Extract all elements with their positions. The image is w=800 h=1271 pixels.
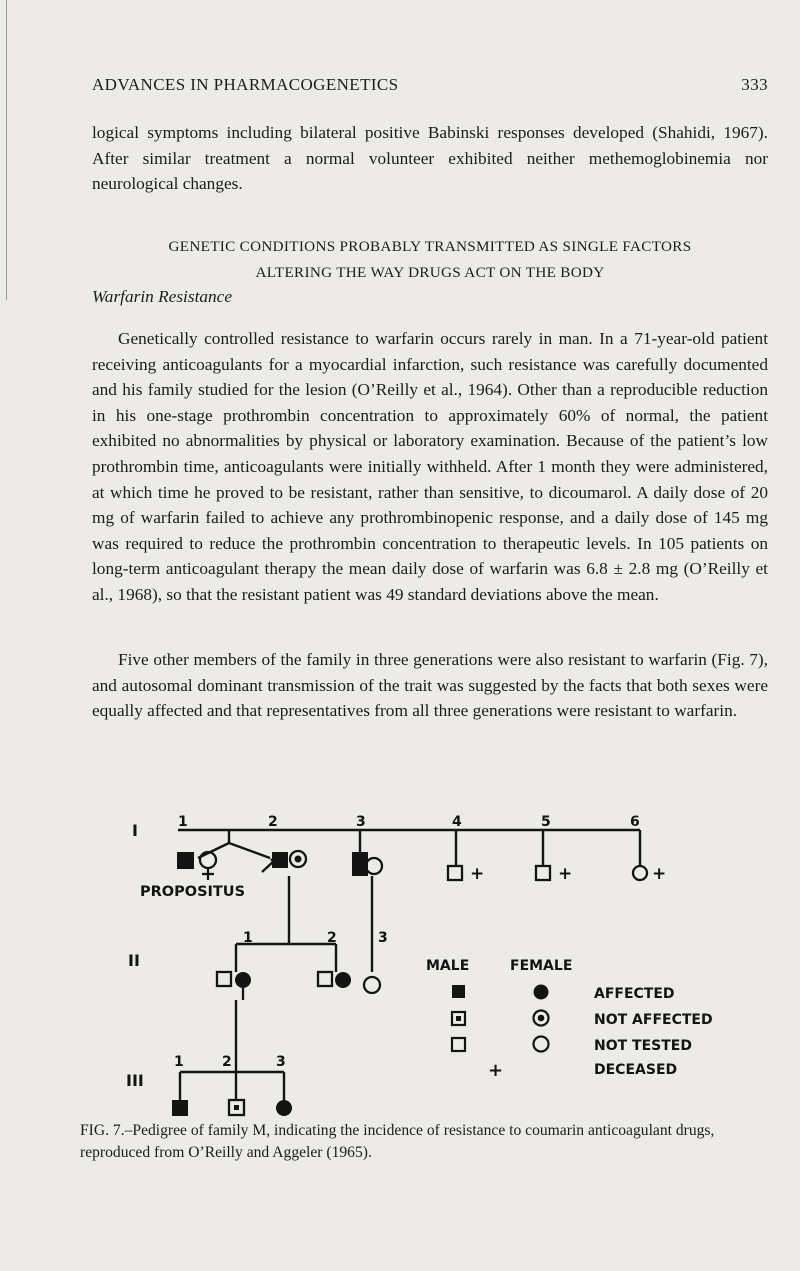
gen1-female-6-not-tested-icon <box>633 866 647 880</box>
gen1-female-2-not-affected-icon <box>290 851 306 867</box>
paragraph-3-text: Five other members of the family in three generations were also resistant to warfarin (Fig. 7), and autosomal dominant transmission of the trait was suggested by the facts that both sexes were equally affected and that representatives from all three generations were resistant to warfarin. <box>92 650 768 721</box>
gen1-male-4-not-tested-icon <box>448 866 462 880</box>
generation-label-ii: II <box>128 951 140 970</box>
gen1-6-deceased-icon: + <box>652 864 667 884</box>
legend-affected-label: AFFECTED <box>594 986 675 1002</box>
gen2-male-1-not-tested-icon <box>217 972 231 986</box>
legend-male-affected-icon <box>452 985 465 998</box>
gen3-number-1: 1 <box>174 1054 184 1070</box>
propositus-label: PROPOSITUS <box>140 884 246 900</box>
gen2-female-2-affected-icon <box>335 972 351 988</box>
gen2-number-1: 1 <box>243 930 253 946</box>
legend-female-affected-icon <box>534 985 549 1000</box>
gen3-female-3-affected-icon <box>276 1100 292 1116</box>
legend-female-header: FEMALE <box>510 958 573 974</box>
gen1-number-4: 4 <box>452 814 462 830</box>
legend-deceased-icon: + <box>488 1060 504 1081</box>
gen1-male-5-not-tested-icon <box>536 866 550 880</box>
generation-label-iii: III <box>126 1071 144 1090</box>
gen2-female-1-affected-icon <box>235 972 251 988</box>
legend-female-not-affected-icon <box>534 1011 549 1026</box>
gen3-number-3: 3 <box>276 1054 286 1070</box>
legend-male-header: MALE <box>426 958 470 974</box>
gen3-number-2: 2 <box>222 1054 232 1070</box>
gen1-number-2: 2 <box>268 814 278 830</box>
gen1-4-deceased-icon: + <box>470 864 485 884</box>
legend-not-affected-label: NOT AFFECTED <box>594 1012 713 1028</box>
figure-caption: FIG. 7.–Pedigree of family M, indicating the incidence of resistance to coumarin anticoagulant drugs, reproduced from O’Reilly and Aggeler (1965). <box>80 1122 715 1161</box>
paragraph-1-text: logical symptoms including bilateral positive Babinski responses developed (Shahidi, 1967). After similar treatment a normal volunteer exhibited neither methemoglobinemia nor neurological changes. <box>92 123 768 194</box>
section-heading-line-2: ALTERING THE WAY DRUGS ACT ON THE BODY <box>255 263 605 281</box>
running-title: ADVANCES IN PHARMACOGENETICS <box>92 75 399 94</box>
legend-male-not-tested-icon <box>452 1038 465 1051</box>
gen1-number-5: 5 <box>541 814 551 830</box>
generation-label-i: I <box>132 821 138 840</box>
gen2-number-3: 3 <box>378 930 388 946</box>
gen3-male-2-not-affected-icon <box>229 1100 244 1115</box>
gen1-female-3-not-tested-icon <box>366 858 382 874</box>
legend-female-not-tested-icon <box>534 1037 549 1052</box>
gen1-number-6: 6 <box>630 814 640 830</box>
gen2-male-2-not-tested-icon <box>318 972 332 986</box>
gen1-male-1-affected-icon <box>177 852 194 869</box>
paragraph-2-text: Genetically controlled resistance to warfarin occurs rarely in man. In a 71-year-old patient receiving anticoagulants for a myocardial infarction, such resistance was carefully documented and his family studied for the lesion (O’Reilly et al., 1964). Other than a reproducible reduction in his one-stage prothrombin concentration to approximately 60% of normal, the patient exhibited no abnormalities by physical or laboratory examination. Because of the patient’s low prothrombin time, anticoagulants were initially withheld. After 1 month they were administered, at which time he proved to be resistant, rather than sensitive, to dicoumarol. A daily dose of 20 mg of warfarin failed to achieve any prothrombinopenic response, and a daily dose of 145 mg was required to reduce the prothrombin concentration to therapeutic levels. In 105 patients on long-term anticoagulant therapy the mean daily dose of warfarin was 6.8 ± 2.8 mg (O’Reilly et al., 1968), so that the resistant patient was 49 standard deviations above the mean. <box>92 329 768 604</box>
legend-deceased-label: DECEASED <box>594 1062 678 1078</box>
page-number: 333 <box>741 75 768 94</box>
gen1-number-3: 3 <box>356 814 366 830</box>
gen2-female-3-not-tested-icon <box>364 977 380 993</box>
subheading: Warfarin Resistance <box>92 287 233 306</box>
legend-male-not-affected-icon <box>452 1012 465 1025</box>
gen1-5-deceased-icon: + <box>558 864 573 884</box>
gen3-male-1-affected-icon <box>172 1100 188 1116</box>
legend-not-tested-label: NOT TESTED <box>594 1038 692 1054</box>
gen1-male-2-proband-affected-icon <box>272 852 288 868</box>
gen2-number-2: 2 <box>327 930 337 946</box>
section-heading-line-1: GENETIC CONDITIONS PROBABLY TRANSMITTED AS SINGLE FACTORS <box>168 238 692 255</box>
gen1-number-1: 1 <box>178 814 188 830</box>
